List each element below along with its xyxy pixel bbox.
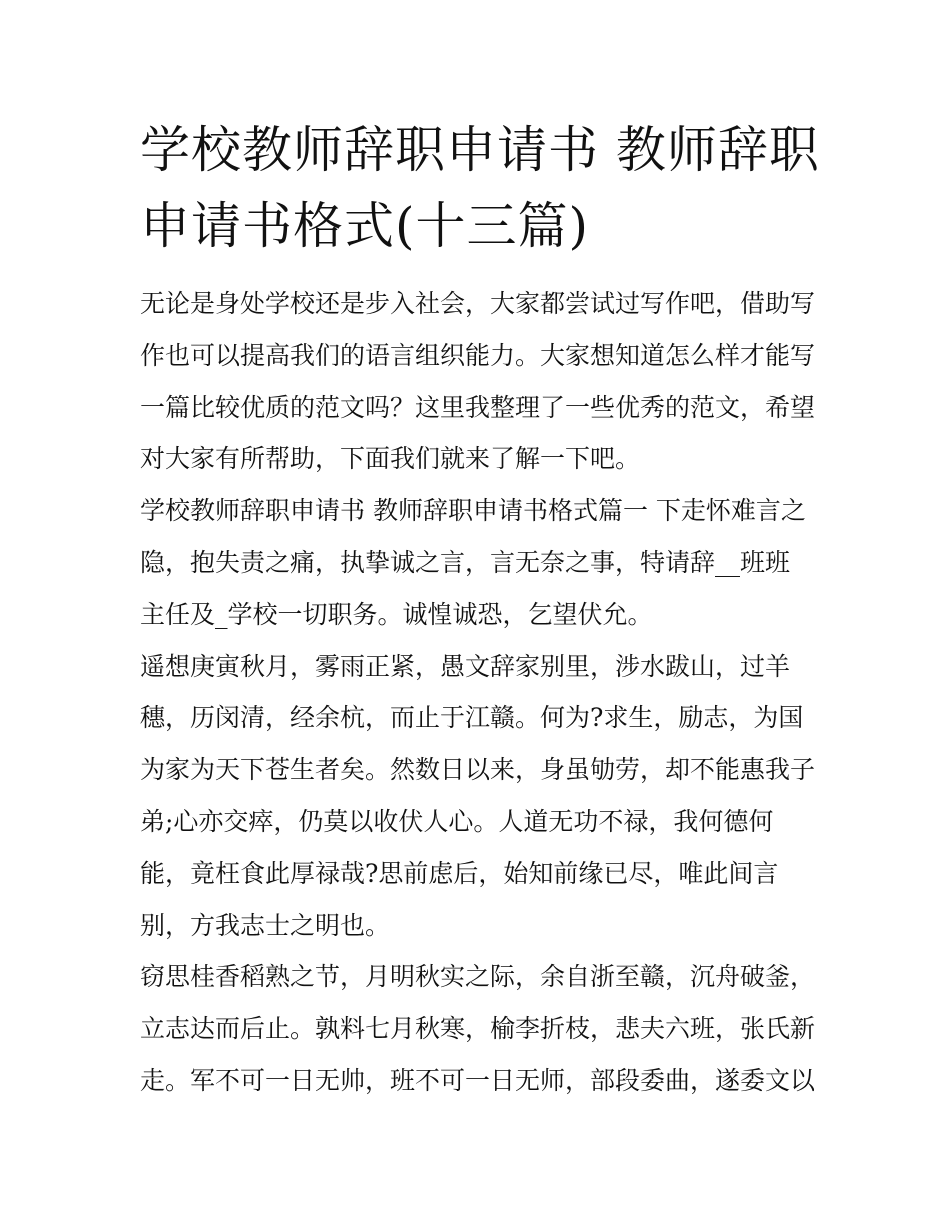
body-line: 窃思桂香稻熟之节，月明秋实之际，余自浙至赣，沉舟破釜， [140,962,816,992]
body-line: 弟;心亦交瘁，仍莫以收伏人心。人道无功不禄，我何德何 [140,806,774,836]
body-line: 走。军不可一日无帅，班不可一日无师，部段委曲，遂委文以 [140,1065,816,1095]
title-line: 申请书格式(十三篇) [140,197,590,255]
body-line: 主任及_学校一切职务。诚惶诚恐，乞望伏允。 [140,599,653,629]
body-line: 别，方我志士之明也。 [140,910,391,940]
body-line: 立志达而后止。孰料七月秋寒，榆李折枝，悲夫六班，张氏新 [140,1014,816,1044]
body-line: 作也可以提高我们的语言组织能力。大家想知道怎么样才能写 [140,340,816,370]
document-title [140,112,820,264]
body-line: 为家为天下苍生者矣。然数日以来，身虽劬劳，却不能惠我子 [140,755,816,785]
body-line: 隐，抱失责之痛，执挚诚之言，言无奈之事，特请辞__班班 [140,547,791,577]
document-body [140,278,820,1107]
body-line: 无论是身处学校还是步入社会，大家都尝试过写作吧，借助写 [140,289,816,318]
body-line: 能，竟枉食此厚禄哉?思前虑后，始知前缘已尽，唯此间言 [140,858,779,888]
body-line: 对大家有所帮助，下面我们就来了解一下吧。 [140,444,641,474]
body-line: 穗，历闵清，经余杭，而止于江赣。何为?求生，励志，为国 [140,703,804,733]
body-line: 遥想庚寅秋月，雾雨正紧，愚文辞家别里，涉水跋山，过羊 [140,651,791,681]
title-line: 学校教师辞职申请书 教师辞职 [140,121,820,179]
body-line: 一篇比较优质的范文吗？这里我整理了一些优秀的范文，希望 [140,392,816,422]
body-line: 学校教师辞职申请书 教师辞职申请书格式篇一 下走怀难言之 [140,496,806,526]
